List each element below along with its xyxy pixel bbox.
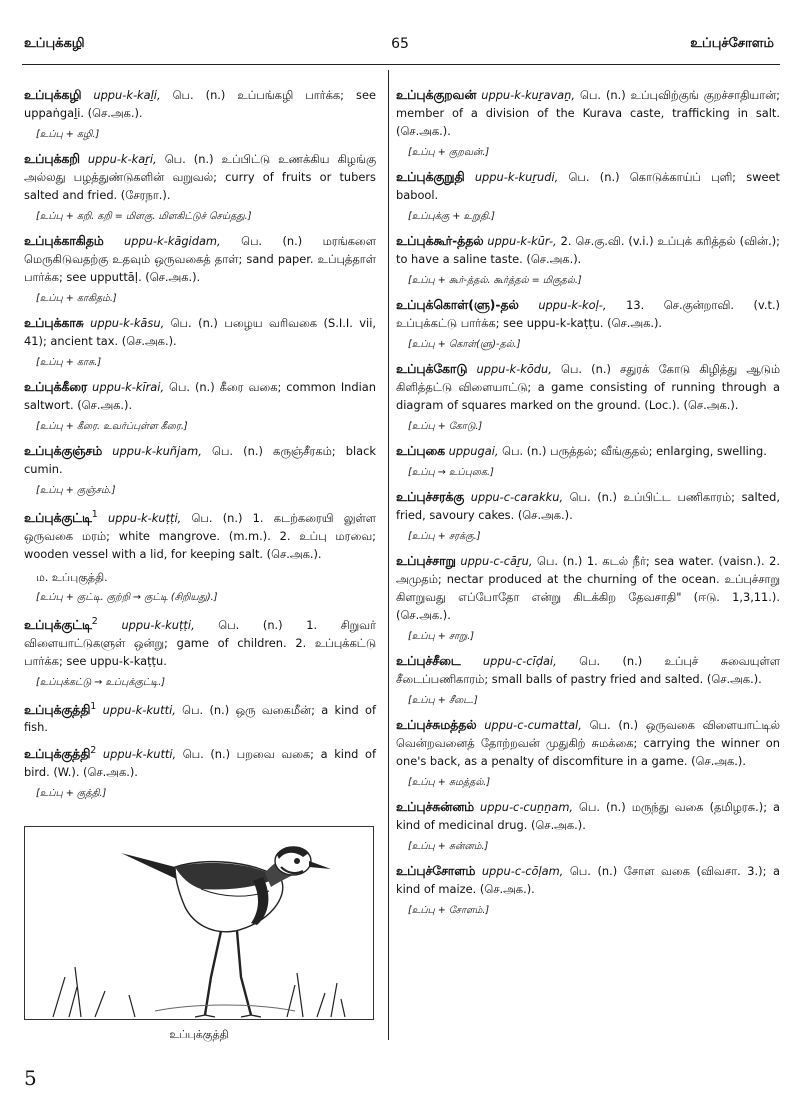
etymology: [உப்பு + கீரை. உவர்ப்புள்ள கீரை.] [36,421,188,432]
folio-number: 5 [24,1066,37,1090]
transliteration: uppu-k-kuñjam, [112,444,202,458]
header-rule [22,64,780,65]
bird-illustration [24,826,374,1020]
transliteration: uppu-c-cāṟu, [460,554,533,568]
dictionary-entry [396,552,780,624]
definition: பெ. (n.) 1. கடற்கரையி லுள்ள ஒருவகை மரம்; white mangrove. (m.m.). 2. உப்பு மரவை; wooden vessel with a lid, for keeping salt. (செ.அக.). [24,510,377,561]
headword: உப்புக்கொள்(ளு)-தல் [396,298,519,312]
transliteration: uppu-k-kāsu, [90,316,165,330]
headword: உப்புக்கீரை [24,380,88,394]
definition: பெ. (n.) சதுரக் கோடு கிழித்து ஆடும் கிளித்தட்டு விளையாட்டு; a game consisting of running through a diagram of squares marked on the ground. (Loc.). (செ.அக.). [396,362,780,412]
dictionary-entry [396,296,780,332]
dictionary-entry [396,652,780,688]
headword: உப்புக்காசு [24,316,84,330]
etymology: [உப்பு + சுன்னம்.] [408,841,489,852]
definition: பெ. (n.) கருஞ்சீரகம்; black cumin. [24,444,377,476]
definition: பெ. (n.) உப்பிட்ட பணிகாரம்; salted, fried, savoury cakes. (செ.அக.). [396,490,780,522]
headword-superscript: 1 [90,700,97,712]
definition: பெ. (n.) ஒரு வகைமீன்; a kind of fish. [24,702,377,735]
page-number-header: 65 [391,36,409,52]
headword-superscript: 2 [91,615,98,627]
definition: பெ. (n.) கீரை வகை; common Indian saltwort. (செ.அக.). [24,380,376,412]
transliteration: uppu-k-kaṟi, [87,152,157,166]
dictionary-entry [396,360,780,414]
definition: பெ. (n.) உப்பங்கழி பார்க்க; see uppaṅgaḻi. (செ.அக.). [24,88,376,120]
dictionary-entry [24,86,376,122]
transliteration: uppu-k-kuṟavaṉ, [481,88,576,102]
headword: உப்புச்சீடை [396,654,461,668]
headword: உப்புச்சோளம் [396,864,476,878]
definition: பெ. (n.) மரங்களை மெருகிடுவதற்கு உதவும் ஒருவகைத் தாள்; sand paper. உப்புத்தாள் பார்க்க; see upputtāḷ. (செ.அக.). [24,234,376,284]
dictionary-entry [24,442,376,478]
etymology: [உப்பு + கொள்(ளு)-தல்.] [408,339,521,350]
dictionary-entry [24,232,376,286]
definition: பெ. (n.) ஒருவகை விளையாட்டில் வென்றவனைத் தோற்றவன் முதுகிற் சுமக்கை; carrying the winner on one's back, as a penalty of discomfiture in a game. (செ.அக.). [396,718,781,768]
etymology: [உப்பு + கறி. கறி = மிளகு. மிளகிட்டுச் செய்தது.] [36,211,252,222]
transliteration: uppu-k-kāgidam, [124,234,221,248]
etymology: [உப்பு + சாறு.] [408,631,474,642]
dictionary-entry [396,168,780,204]
etymology: [உப்புக்கட்டு → உப்புக்குட்டி.] [36,676,165,688]
definition: பெ. (n.) உப்பிட்டு உணக்கிய கிழங்கு அல்லது பழத்துண்டுகளின் வறுவல்; curry of fruits or tubers salted and fried. (சேரநா.). [24,152,376,202]
transliteration: uppu-k-kuṭṭi, [108,510,182,525]
headword: உப்புச்சுன்னம் [396,800,475,814]
headword-superscript: 1 [91,509,98,520]
headword: உப்புக்கோடு [396,362,468,376]
definition: பெ. (n.) 1. கடல் நீர்; sea water. (vaisn.). 2. அமுதம்; nectar produced at the churning of the ocean. உப்புச்சாறு கிளறுவது எப்போதோ என்று கிடக்கிற தேவசாதி" (ஈடு. 1,3,11.). (செ.அக.). [396,554,780,622]
headword: உப்புச்சரக்கு [396,490,465,504]
dictionary-entry [24,506,376,563]
transliteration: uppu-k-kōdu, [476,362,552,376]
transliteration: uppugai, [448,444,499,458]
transliteration: uppu-c-cīḍai, [482,654,557,668]
transliteration: uppu-c-cumattal, [484,718,582,732]
transliteration: uppu-c-cōḷam, [481,864,564,878]
definition: பெ. (n.) பறவை வகை; a kind of bird. (W.). (செ.அக.). [24,747,376,780]
etymology: [உப்பு + சரக்கு.] [408,531,481,542]
transliteration: uppu-k-kuṟudi, [474,170,559,184]
definition: பெ. (n.) பருத்தல்; வீங்குதல்; enlarging, swelling. [498,444,767,458]
transliteration: uppu-c-cuṉṉam, [480,800,574,814]
dictionary-entry [396,798,780,834]
etymology: [உப்பு → உப்புகை.] [408,467,494,478]
left-column [24,86,376,809]
etymology: [உப்பு + குறவன்.] [408,147,490,158]
bird-drawing [25,827,373,1019]
etymology: [உப்புக்கு + உறுதி.] [408,211,495,222]
headword: உப்புக்கறி [24,152,80,166]
headword: உப்புக்குறவன் [396,88,477,102]
illustration-caption: உப்புக்குத்தி [169,1028,229,1041]
dictionary-entry [24,378,376,414]
transliteration: uppu-k-kīrai, [92,380,165,394]
headword: உப்புக்குட்டி [24,510,92,525]
etymology: [உப்பு + சோளம்.] [408,905,490,916]
transliteration: uppu-k-kutti, [102,702,176,717]
dictionary-entry [24,698,376,737]
headword: உப்புக்குத்தி [24,747,91,762]
transliteration: uppu-k-kuṭṭi, [121,617,195,632]
etymology: [உப்பு + கூர்-த்தல். கூர்த்தல் = மிகுதல்.] [408,275,582,286]
etymology: [உப்பு + சீடை.] [408,695,478,706]
etymology: [உப்பு + காகிதம்.] [36,293,117,304]
headword: உப்புகை [396,444,445,458]
transliteration: uppu-k-kaḻi, [93,88,161,102]
dictionary-entry [396,232,780,268]
headword: உப்புச்சாறு [396,554,456,568]
etymology: [உப்பு + குட்டி. குற்றி → குட்டி (சிறியது).] [36,591,218,603]
dictionary-entry [24,314,376,350]
transliteration: uppu-c-carakku, [470,490,564,504]
dictionary-entry [396,86,780,140]
transliteration: uppu-k-kutti, [102,747,177,762]
etymology: [உப்பு + சுமத்தல்.] [408,777,491,788]
headword: உப்புக்கூர்-த்தல் [396,234,484,248]
etymology: [உப்பு + கோடு.] [408,421,483,432]
definition: பெ. (n.) உப்புவிற்குங் குறச்சாதியான்; member of a division of the Kurava caste, trafficking in salt. (செ.அக.). [396,88,781,138]
etymology: [உப்பு + குஞ்சம்.] [36,485,116,496]
dictionary-entry [24,613,376,670]
dictionary-entry [396,716,780,770]
dictionary-entry [24,150,376,204]
definition: பெ. (n.) 1. சிறுவர் விளையாட்டுகளுள் ஒன்று; game of children. 2. உப்புக்கட்டு பார்க்க; see uppu-k-kaṭṭu. [24,617,376,668]
definition: பெ. (n.) சோள வகை (விவசா. 3.); a kind of maize. (செ.அக.). [396,864,780,896]
definition: 2. செ.கு.வி. (v.i.) உப்புக் கரித்தல் (வின்.); to have a saline taste. (செ.அக.). [396,234,781,266]
definition: 13. செ.குன்றாவி. (v.t.) உப்புக்கட்டு பார்க்க; see uppu-k-kaṭṭu. (செ.அக.). [396,298,781,330]
transliteration: uppu-k-koḷ-, [538,298,607,312]
running-header-right: உப்புச்சோளம் [690,36,774,51]
headword: உப்புச்சுமத்தல் [396,718,477,732]
headword: உப்புக்குட்டி [24,617,92,632]
definition: பெ. (n.) உப்புச் சுவையுள்ள சீடைப்பணிகாரம்; small balls of pastry fried and salted. (செ.அக.). [396,654,781,686]
definition: பெ. (n.) பழைய வரிவகை (S.I.I. vii, 41); ancient tax. (செ.அக.). [24,316,376,348]
dictionary-entry [396,442,780,460]
transliteration: uppu-k-kūr-, [487,234,557,248]
etymology: [உப்பு + காசு.] [36,357,102,368]
headword: உப்புக்காகிதம் [24,234,104,248]
headword-superscript: 2 [90,745,97,757]
definition: பெ. (n.) மருந்து வகை (தமிழரசு.); a kind of medicinal drug. (செ.அக.). [396,800,780,832]
cognate-note: ம. உப்புகுத்தி. [36,570,108,584]
column-divider [388,70,389,1040]
headword: உப்புக்குத்தி [24,702,91,717]
dictionary-entry [396,862,780,898]
headword: உப்புக்கழி [24,88,82,102]
etymology: [உப்பு + குத்தி.] [36,788,107,800]
dictionary-entry [396,488,780,524]
etymology: [உப்பு + கழி.] [36,129,100,140]
headword: உப்புக்குறுதி [396,170,465,184]
right-column [396,86,780,926]
definition: பெ. (n.) கொடுக்காய்ப் புளி; sweet babool. [396,170,781,202]
running-header-left: உப்புக்கழி [24,36,85,51]
dictionary-entry [24,742,376,781]
headword: உப்புக்குஞ்சம் [24,444,103,458]
